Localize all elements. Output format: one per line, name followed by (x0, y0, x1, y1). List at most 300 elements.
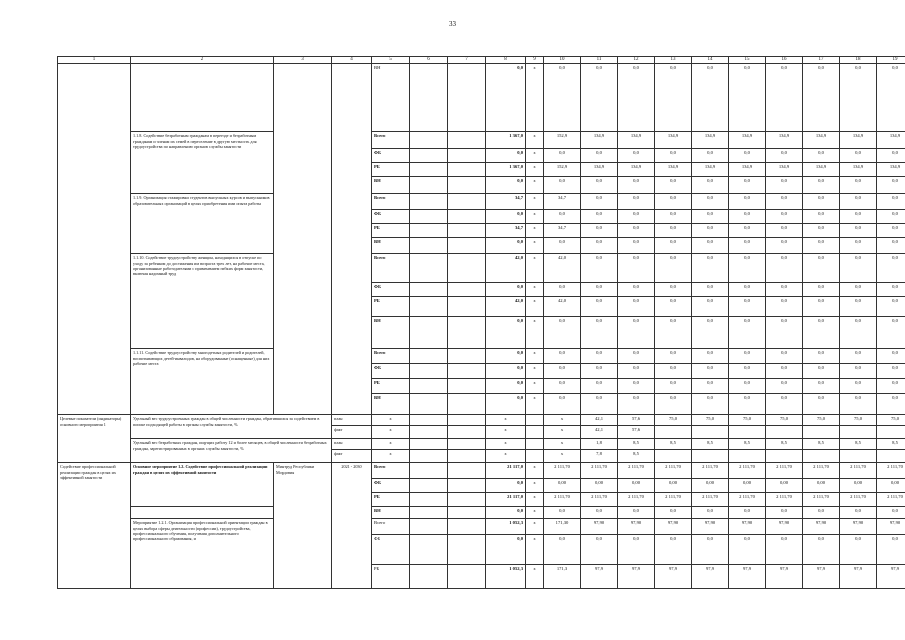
value-cell: 0,0 (729, 379, 766, 394)
empty-cell (410, 194, 448, 210)
source-cell: РБ (372, 297, 410, 317)
x-cell: x (544, 415, 581, 426)
source-cell: РБ (372, 565, 410, 589)
empty-cell (410, 283, 448, 297)
total-cell: 0,0 (486, 177, 526, 194)
x-cell: x (526, 132, 544, 149)
source-cell: ВН (372, 507, 410, 519)
total-cell: 0,0 (486, 535, 526, 565)
value-cell: 8,5 (655, 439, 692, 450)
header-row (58, 57, 905, 64)
value-cell: 0,0 (544, 394, 581, 415)
value-cell: 0,0 (766, 149, 803, 163)
value-cell: 0,0 (618, 224, 655, 238)
value-cell: 0,0 (766, 224, 803, 238)
value-cell: 97,9 (618, 565, 655, 589)
x-cell: x (372, 426, 410, 439)
value-cell: 134,9 (655, 132, 692, 149)
empty-cell (448, 463, 486, 479)
budget-table (57, 56, 905, 589)
value-cell: 2 111,70 (618, 493, 655, 507)
value-cell: 0,0 (655, 507, 692, 519)
value-cell: 0,0 (544, 210, 581, 224)
x-cell: x (526, 479, 544, 493)
empty-cell (448, 238, 486, 254)
value-cell: 0,0 (655, 224, 692, 238)
value-cell: 134,9 (840, 132, 877, 149)
value-cell: 34,7 (544, 224, 581, 238)
sub-activity-description: Мероприятие 1.2.1. Организация профессиональной ориентации граждан в целях выбора сферы деятельности (профессии), трудоустройства, профессионального обучения, получения дополнительного профессионального образования, и (131, 519, 274, 589)
value-cell: 134,9 (877, 132, 905, 149)
value-cell: 0,0 (803, 379, 840, 394)
value-cell: 0,0 (544, 238, 581, 254)
value-cell: 0,0 (877, 535, 905, 565)
empty-cell (877, 450, 905, 463)
table-row (58, 132, 905, 149)
value-cell: 0,0 (618, 64, 655, 132)
value-cell: 0,0 (692, 535, 729, 565)
value-cell: 0,0 (692, 349, 729, 364)
value-cell: 0,0 (840, 349, 877, 364)
value-cell: 0,0 (692, 224, 729, 238)
empty-cell (410, 463, 448, 479)
value-cell: 0,0 (581, 394, 618, 415)
value-cell: 0,0 (803, 177, 840, 194)
value-cell: 0,0 (729, 535, 766, 565)
source-cell: Всего (372, 463, 410, 479)
value-cell: 0,0 (544, 349, 581, 364)
value-cell: 0,0 (618, 194, 655, 210)
value-cell: 0,0 (729, 64, 766, 132)
value-cell: 97,9 (766, 565, 803, 589)
value-cell: 0,0 (581, 224, 618, 238)
value-cell: 0,0 (877, 254, 905, 283)
value-cell: 134,9 (803, 163, 840, 177)
value-cell: 57,6 (618, 426, 655, 439)
plan-fact-label: план (332, 439, 372, 450)
value-cell: 0,0 (692, 379, 729, 394)
value-cell: 0,0 (544, 379, 581, 394)
value-cell: 0,0 (877, 283, 905, 297)
x-cell: x (544, 450, 581, 463)
source-cell: ФБ (372, 535, 410, 565)
empty-cell (410, 238, 448, 254)
value-cell: 0,0 (581, 364, 618, 379)
value-cell: 2 111,70 (840, 493, 877, 507)
value-cell: 0,0 (618, 283, 655, 297)
value-cell: 0,0 (803, 349, 840, 364)
value-cell: 0,0 (655, 364, 692, 379)
value-cell: 97,9 (729, 565, 766, 589)
value-cell: 0,0 (803, 194, 840, 210)
value-cell: 0,0 (692, 149, 729, 163)
x-cell: x (526, 349, 544, 364)
value-cell: 0,0 (618, 535, 655, 565)
value-cell: 0,0 (729, 149, 766, 163)
value-cell: 2 111,70 (544, 493, 581, 507)
total-cell: 34,7 (486, 194, 526, 210)
value-cell: 0,0 (655, 283, 692, 297)
table-row (58, 254, 905, 283)
value-cell: 134,9 (655, 163, 692, 177)
value-cell: 2 111,70 (692, 463, 729, 479)
source-cell: РБ (372, 163, 410, 177)
value-cell: 0,0 (803, 149, 840, 163)
empty-cell (448, 163, 486, 177)
source-cell: ФБ (372, 364, 410, 379)
value-cell: 0,0 (581, 210, 618, 224)
source-cell: ФБ (372, 283, 410, 297)
header-cell: 2 (131, 57, 274, 64)
value-cell: 0,0 (618, 379, 655, 394)
value-cell: 0,0 (729, 210, 766, 224)
main-activity: Основное мероприятие 1.2. Содействие профессиональной реализации граждан в целях их эффективной занятости (131, 463, 274, 507)
value-cell: 0,0 (581, 283, 618, 297)
header-cell: 15 (729, 57, 766, 64)
empty-cell (448, 224, 486, 238)
value-cell: 8,5 (729, 439, 766, 450)
value-cell: 0,0 (655, 194, 692, 210)
page-number: 33 (449, 20, 456, 28)
empty-cell (410, 565, 448, 589)
empty-cell (448, 317, 486, 349)
value-cell: 2 111,70 (655, 463, 692, 479)
value-cell: 134,9 (692, 163, 729, 177)
period-cell: 2021 - 2030 (332, 463, 372, 589)
value-cell: 0,0 (729, 194, 766, 210)
value-cell: 0,0 (729, 254, 766, 283)
x-cell: x (526, 394, 544, 415)
value-cell: 0,0 (581, 535, 618, 565)
source-cell: ВН (372, 238, 410, 254)
header-cell: 5 (372, 57, 410, 64)
value-cell: 0,0 (766, 194, 803, 210)
value-cell: 0,0 (581, 238, 618, 254)
value-cell: 0,0 (581, 349, 618, 364)
total-cell: 0,0 (486, 379, 526, 394)
header-cell: 6 (410, 57, 448, 64)
value-cell: 0,0 (618, 149, 655, 163)
value-cell: 0,00 (655, 479, 692, 493)
empty-cell (448, 194, 486, 210)
empty-cell (448, 349, 486, 364)
x-cell: x (526, 463, 544, 479)
header-cell: 18 (840, 57, 877, 64)
value-cell: 0,0 (544, 149, 581, 163)
empty-cell (410, 439, 448, 450)
value-cell: 75,0 (877, 415, 905, 426)
value-cell: 2 111,70 (840, 463, 877, 479)
value-cell: 134,9 (803, 132, 840, 149)
empty-cell (729, 426, 766, 439)
plan-fact-label: факт (332, 426, 372, 439)
value-cell: 0,0 (618, 349, 655, 364)
value-cell: 0,0 (692, 210, 729, 224)
x-cell: x (526, 535, 544, 565)
empty-cell (448, 426, 486, 439)
value-cell: 0,0 (692, 507, 729, 519)
value-cell: 0,0 (544, 364, 581, 379)
value-cell: 0,0 (618, 364, 655, 379)
header-cell: 10 (544, 57, 581, 64)
x-cell: x (526, 254, 544, 283)
empty-cell (448, 283, 486, 297)
value-cell: 2 111,70 (803, 493, 840, 507)
value-cell: 0,0 (766, 64, 803, 132)
value-cell: 0,0 (692, 317, 729, 349)
empty-cell (410, 519, 448, 535)
source-cell: РБ (372, 379, 410, 394)
x-cell: x (372, 450, 410, 463)
empty-cell (410, 379, 448, 394)
table-row (58, 507, 905, 519)
empty-cell (410, 349, 448, 364)
value-cell: 97,90 (692, 519, 729, 535)
empty-cell (448, 519, 486, 535)
activity-group: Содействие профессиональной реализации граждан в целях их эффективной занятости (58, 463, 131, 589)
empty-cell (526, 415, 544, 426)
value-cell: 0,0 (655, 317, 692, 349)
value-cell: 0,0 (766, 379, 803, 394)
header-cell: 14 (692, 57, 729, 64)
value-cell: 0,0 (877, 177, 905, 194)
value-cell: 0,00 (544, 479, 581, 493)
indicator-text: Удельный вес трудоустроенных граждан в общей численности граждан, обратившихся за содействием в поиске подходящей работы в органы службы занятости, % (131, 415, 332, 439)
value-cell: 1,8 (581, 439, 618, 450)
value-cell: 75,0 (803, 415, 840, 426)
indicator-text: Удельный вес безработных граждан, ищущих работу 12 и более месяцев, в общей численности безработных граждан, зарегистрированных в органах службы занятости, % (131, 439, 332, 463)
value-cell: 134,9 (618, 163, 655, 177)
value-cell: 8,5 (766, 439, 803, 450)
col4-cell (332, 64, 372, 415)
header-cell: 13 (655, 57, 692, 64)
empty-cell (448, 415, 486, 426)
value-cell: 171,30 (544, 519, 581, 535)
indicator-row (58, 415, 905, 426)
value-cell: 0,0 (877, 379, 905, 394)
empty-cell (448, 64, 486, 132)
value-cell: 0,0 (840, 238, 877, 254)
value-cell: 0,0 (803, 238, 840, 254)
value-cell: 0,0 (877, 297, 905, 317)
value-cell: 0,0 (655, 149, 692, 163)
value-cell: 2 111,70 (766, 463, 803, 479)
x-cell: x (372, 439, 410, 450)
value-cell: 97,90 (655, 519, 692, 535)
source-cell: Всего (372, 349, 410, 364)
x-cell: x (486, 450, 526, 463)
value-cell: 0,0 (766, 349, 803, 364)
value-cell: 0,00 (618, 479, 655, 493)
total-cell: 1 367,0 (486, 163, 526, 177)
empty-cell (410, 149, 448, 163)
value-cell: 0,0 (877, 194, 905, 210)
total-cell: 21 117,0 (486, 463, 526, 479)
header-cell: 19 (877, 57, 905, 64)
measure-description: 1.1.8. Содействие безработным гражданам в переезде и безработным гражданам и членам их семей в переселение в другую местность для трудоустройства по направлению органов службы занятости (131, 132, 274, 194)
empty-cell (448, 394, 486, 415)
header-cell: 3 (274, 57, 332, 64)
source-cell: ФБ (372, 149, 410, 163)
x-cell: x (526, 64, 544, 132)
value-cell: 0,0 (729, 283, 766, 297)
header-cell: 9 (526, 57, 544, 64)
value-cell: 97,90 (803, 519, 840, 535)
value-cell: 2 111,70 (618, 463, 655, 479)
value-cell: 134,9 (766, 163, 803, 177)
value-cell: 0,0 (766, 254, 803, 283)
value-cell: 171,3 (544, 565, 581, 589)
empty-cell (410, 64, 448, 132)
plan-fact-label: план (332, 415, 372, 426)
value-cell: 0,00 (877, 479, 905, 493)
header-cell: 16 (766, 57, 803, 64)
empty-cell (840, 450, 877, 463)
empty-cell (803, 426, 840, 439)
value-cell: 0,0 (655, 535, 692, 565)
value-cell: 0,0 (766, 507, 803, 519)
empty-cell (448, 177, 486, 194)
empty-cell (448, 535, 486, 565)
table-row (58, 64, 905, 132)
total-cell: 0,0 (486, 317, 526, 349)
value-cell: 0,0 (692, 297, 729, 317)
x-cell: x (544, 426, 581, 439)
value-cell: 0,0 (729, 297, 766, 317)
value-cell: 0,0 (655, 177, 692, 194)
x-cell: x (526, 565, 544, 589)
x-cell: x (526, 149, 544, 163)
col2-cell (131, 64, 274, 132)
empty-cell (840, 426, 877, 439)
value-cell: 0,0 (840, 177, 877, 194)
value-cell: 0,0 (544, 507, 581, 519)
value-cell: 0,0 (544, 283, 581, 297)
x-cell: x (486, 426, 526, 439)
value-cell: 0,0 (840, 254, 877, 283)
empty-cell (448, 479, 486, 493)
value-cell: 0,0 (618, 394, 655, 415)
header-cell: 12 (618, 57, 655, 64)
table-row (58, 349, 905, 364)
header-cell: 1 (58, 57, 131, 64)
value-cell: 0,0 (655, 297, 692, 317)
value-cell: 0,0 (544, 535, 581, 565)
value-cell: 0,0 (581, 64, 618, 132)
value-cell: 0,0 (692, 238, 729, 254)
source-cell: Всего (372, 254, 410, 283)
value-cell: 0,0 (655, 64, 692, 132)
value-cell: 0,0 (840, 64, 877, 132)
value-cell: 0,0 (840, 317, 877, 349)
x-cell: x (526, 283, 544, 297)
empty-cell (448, 379, 486, 394)
value-cell: 75,0 (766, 415, 803, 426)
value-cell: 2 111,70 (766, 493, 803, 507)
empty-cell (410, 364, 448, 379)
value-cell: 0,0 (877, 64, 905, 132)
x-cell: x (526, 364, 544, 379)
value-cell: 0,0 (877, 394, 905, 415)
value-cell: 0,0 (729, 394, 766, 415)
total-cell: 21 117,0 (486, 493, 526, 507)
x-cell: x (526, 379, 544, 394)
value-cell: 42,1 (581, 415, 618, 426)
value-cell: 75,0 (655, 415, 692, 426)
value-cell: 0,0 (766, 364, 803, 379)
source-cell: РБ (372, 224, 410, 238)
value-cell: 134,9 (840, 163, 877, 177)
value-cell: 2 111,70 (692, 493, 729, 507)
empty-cell (526, 439, 544, 450)
value-cell: 34,7 (544, 194, 581, 210)
value-cell: 134,9 (877, 163, 905, 177)
value-cell: 0,0 (655, 379, 692, 394)
value-cell: 0,0 (581, 149, 618, 163)
value-cell: 8,5 (840, 439, 877, 450)
value-cell: 2 111,70 (581, 493, 618, 507)
value-cell: 0,0 (877, 149, 905, 163)
empty-cell (526, 426, 544, 439)
value-cell: 75,0 (692, 415, 729, 426)
value-cell: 8,5 (618, 439, 655, 450)
total-cell: 1 052,3 (486, 565, 526, 589)
value-cell: 97,9 (581, 565, 618, 589)
value-cell: 0,0 (618, 238, 655, 254)
value-cell: 7,8 (581, 450, 618, 463)
empty-cell (410, 493, 448, 507)
value-cell: 0,0 (729, 224, 766, 238)
x-cell: x (526, 224, 544, 238)
value-cell: 8,5 (803, 439, 840, 450)
empty-cell (729, 450, 766, 463)
empty-cell (448, 297, 486, 317)
value-cell: 0,0 (618, 297, 655, 317)
empty-cell (410, 224, 448, 238)
value-cell: 0,0 (840, 210, 877, 224)
x-cell: x (526, 210, 544, 224)
value-cell: 0,0 (581, 254, 618, 283)
value-cell: 0,0 (840, 297, 877, 317)
empty-cell (410, 507, 448, 519)
value-cell: 2 111,70 (544, 463, 581, 479)
value-cell: 0,00 (840, 479, 877, 493)
empty-cell (766, 426, 803, 439)
empty-cell (692, 450, 729, 463)
value-cell: 0,0 (877, 210, 905, 224)
x-cell: x (526, 194, 544, 210)
value-cell: 0,0 (877, 349, 905, 364)
empty-cell (448, 149, 486, 163)
x-cell: x (372, 415, 410, 426)
total-cell: 0,0 (486, 507, 526, 519)
total-cell: 0,0 (486, 64, 526, 132)
value-cell: 0,0 (581, 194, 618, 210)
value-cell: 152,9 (544, 163, 581, 177)
total-cell: 0,0 (486, 364, 526, 379)
empty-cell (410, 479, 448, 493)
total-cell: 0,0 (486, 238, 526, 254)
value-cell: 0,0 (766, 297, 803, 317)
value-cell: 0,0 (729, 507, 766, 519)
measure-description: 1.1.9. Организация стажировки студентов выпускных курсов и выпускников образовательных организаций в целях приобретения ими опыта работы (131, 194, 274, 254)
measure-description: 1.1.11. Содействие трудоустройству многодетных родителей и родителей, воспитывающих детей-инвалидов, на оборудованные (оснащенные) для них рабочие места (131, 349, 274, 415)
empty-cell (766, 450, 803, 463)
empty-cell (448, 132, 486, 149)
header-cell: 11 (581, 57, 618, 64)
value-cell: 0,0 (618, 177, 655, 194)
empty-cell (448, 450, 486, 463)
